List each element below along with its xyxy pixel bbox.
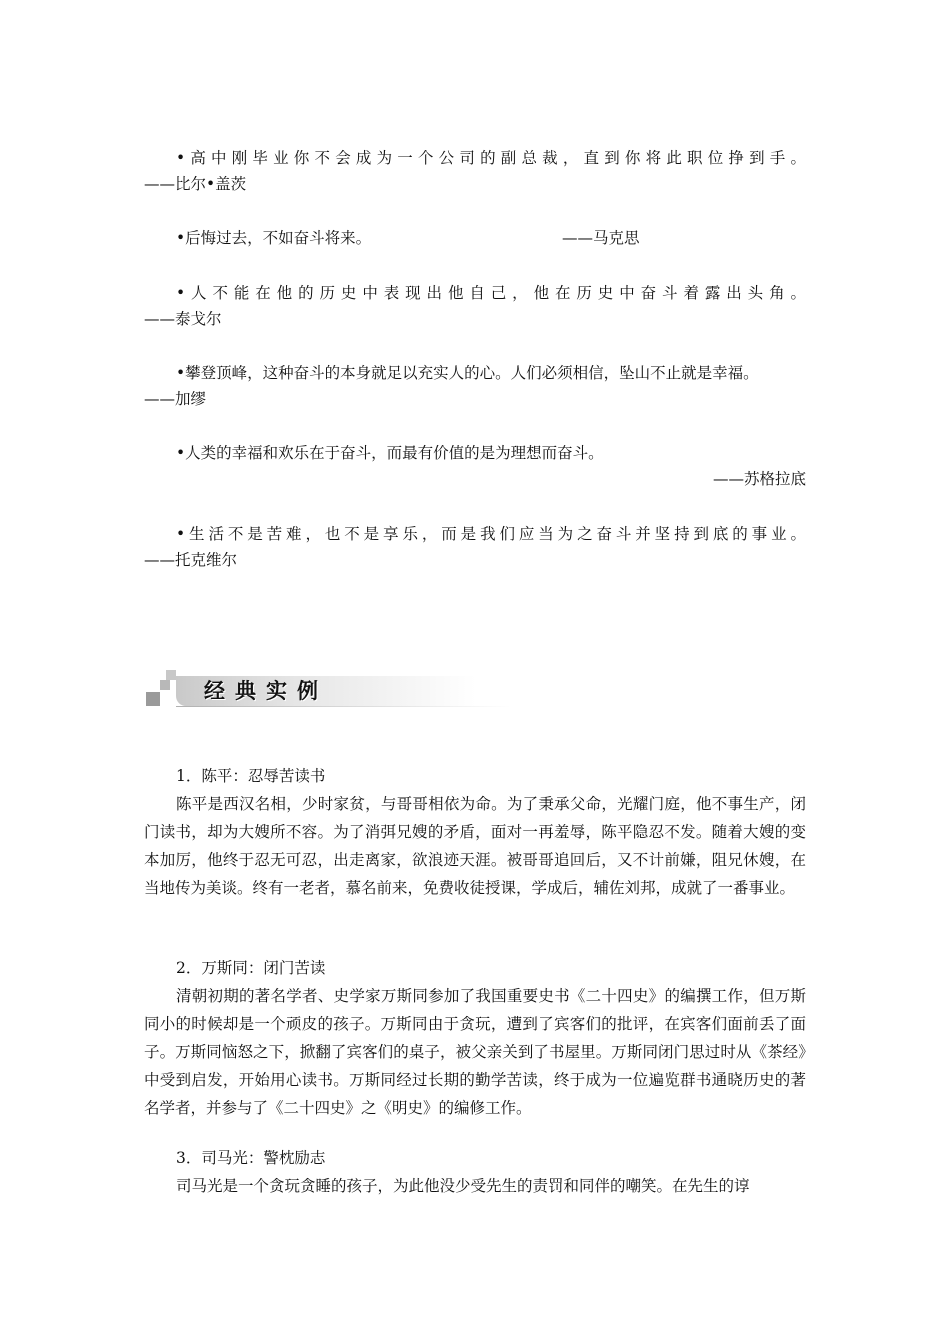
quote-text: •生活不是苦难，也不是享乐，而是我们应当为之奋斗并坚持到底的事业。 xyxy=(176,525,806,543)
quote-author: ——泰戈尔 xyxy=(144,310,222,328)
story-title: 3．司马光：警枕励志 xyxy=(176,1149,326,1167)
quote-text: •人不能在他的历史中表现出他自己，他在历史中奋斗着露出头角。 xyxy=(176,284,806,302)
quote-5 xyxy=(144,440,806,492)
quote-author: ——托克维尔 xyxy=(144,551,238,569)
quote-text: •攀登顶峰，这种奋斗的本身就足以充实人的心。人们必须相信，坠山不止就是幸福。 xyxy=(176,364,759,382)
quote-author: ——比尔•盖茨 xyxy=(144,175,247,193)
story-1 xyxy=(144,762,806,902)
quote-author: ——马克思 xyxy=(562,229,640,247)
decor-square-icon xyxy=(166,670,176,680)
quote-author: ——加缪 xyxy=(144,390,207,408)
decor-square-icon xyxy=(146,692,160,706)
decor-square-icon xyxy=(160,680,170,690)
story-title: 1．陈平：忍辱苦读书 xyxy=(176,767,326,785)
story-2 xyxy=(144,954,806,1122)
quote-6 xyxy=(144,521,806,573)
quote-text: •人类的幸福和欢乐在于奋斗，而最有价值的是为理想而奋斗。 xyxy=(176,444,604,462)
section-title: 经典实例 xyxy=(204,678,328,703)
quote-1 xyxy=(144,145,806,197)
banner-underline xyxy=(176,706,511,707)
quote-3 xyxy=(144,280,806,332)
quote-text: •高中刚毕业你不会成为一个公司的副总裁，直到你将此职位挣到手。 xyxy=(176,149,806,167)
story-3 xyxy=(144,1144,806,1200)
story-title: 2．万斯同：闭门苦读 xyxy=(176,959,326,977)
story-body: 清朝初期的著名学者、史学家万斯同参加了我国重要史书《二十四史》的编撰工作，但万斯同小的时候却是一个顽皮的孩子。万斯同由于贪玩，遭到了宾客们的批评，在宾客们面前丢了面子。万斯同恼怒之下，掀翻了宾客们的桌子，被父亲关到了书屋里。万斯同闭门思过时从《茶经》中受到启发，开始用心读书。万斯同经过长期的勤学苦读，终于成为一位遍览群书通晓历史的著名学者，并参与了《二十四史》之《明史》的编修工作。 xyxy=(144,987,806,1117)
quote-4 xyxy=(144,360,806,412)
story-body: 司马光是一个贪玩贪睡的孩子，为此他没少受先生的责罚和同伴的嘲笑。在先生的谆 xyxy=(176,1177,750,1195)
quote-text: •后悔过去，不如奋斗将来。 xyxy=(176,229,372,247)
section-banner xyxy=(146,668,516,714)
quote-2 xyxy=(144,225,806,251)
quote-author: ——苏格拉底 xyxy=(712,470,806,488)
story-body: 陈平是西汉名相，少时家贫，与哥哥相依为命。为了秉承父命，光耀门庭，他不事生产，闭门读书，却为大嫂所不容。为了消弭兄嫂的矛盾，面对一再羞辱，陈平隐忍不发。随着大嫂的变本加厉，他终于忍无可忍，出走离家，欲浪迹天涯。被哥哥追回后，又不计前嫌，阻兄休嫂，在当地传为美谈。终有一老者，慕名前来，免费收徒授课，学成后，辅佐刘邦，成就了一番事业。 xyxy=(144,795,806,897)
